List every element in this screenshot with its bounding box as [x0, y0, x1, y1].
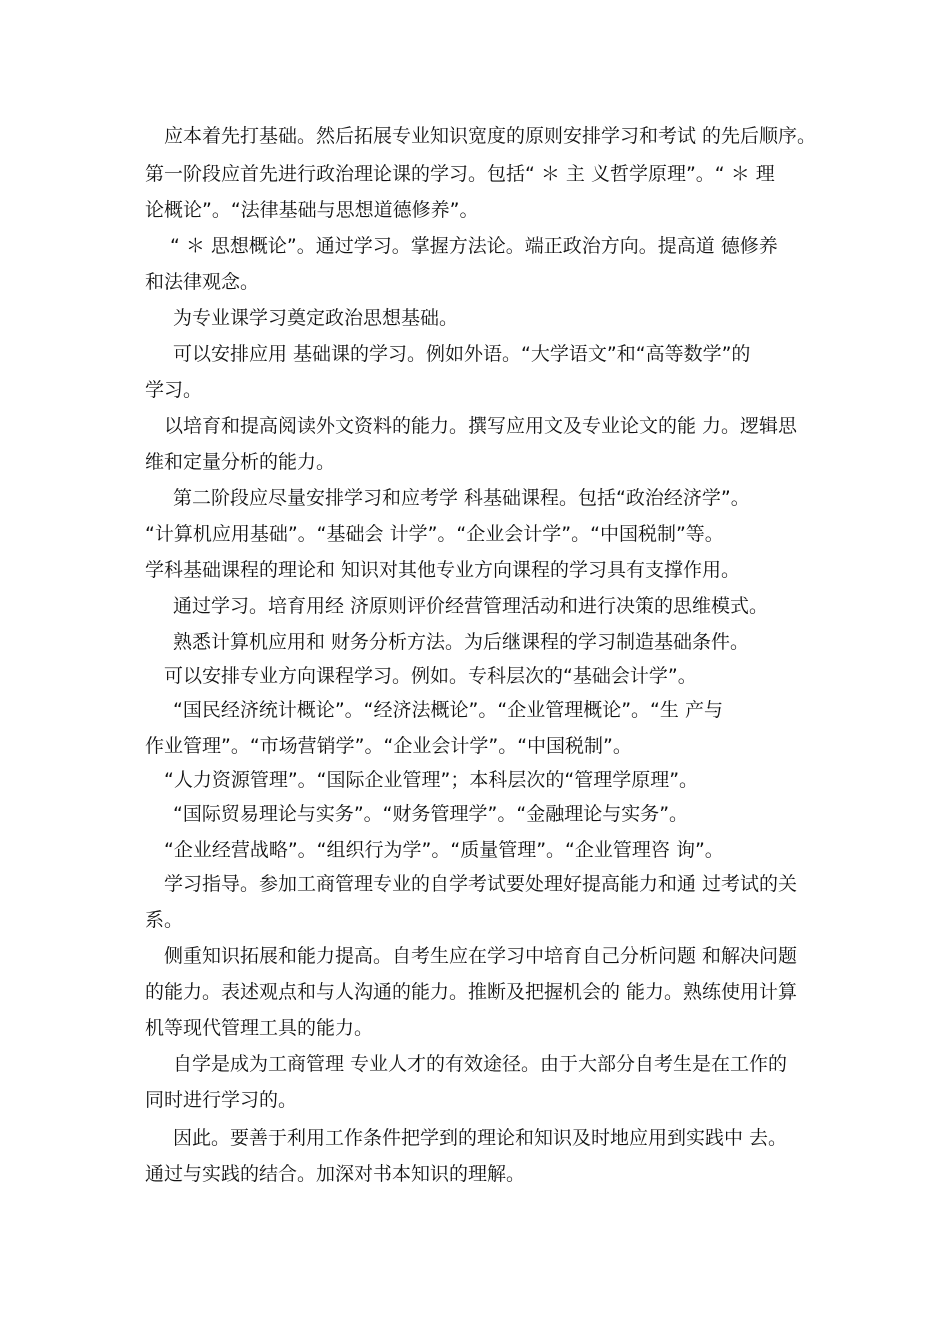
text-line: 可以安排应用 基础课的学习。例如外语。“大学语文”和“高等数学”的 [173, 343, 751, 365]
text-line: 因此。要善于利用工作条件把学到的理论和知识及时地应用到实践中 去。 [173, 1127, 788, 1149]
text-line: 维和定量分析的能力。 [145, 451, 336, 473]
text-line: “国际贸易理论与实务”。“财务管理学”。“金融理论与实务”。 [173, 803, 689, 825]
text-line: 第一阶段应首先进行政治理论课的学习。包括“ ＊ 主 义哲学原理”。“ ＊ 理 [145, 163, 775, 185]
text-line: “企业经营战略”。“组织行为学”。“质量管理”。“企业管理咨 询”。 [164, 839, 724, 861]
text-line: “国民经济统计概论”。“经济法概论”。“企业管理概论”。“生 产与 [173, 699, 723, 721]
text-line: 熟悉计算机应用和 财务分析方法。为后继课程的学习制造基础条件。 [173, 631, 750, 653]
text-line: “人力资源管理”。“国际企业管理”；本科层次的“管理学原理”。 [164, 769, 699, 791]
text-line: “ ＊ 思想概论”。通过学习。掌握方法论。端正政治方向。提高道 德修养 [170, 235, 778, 257]
text-line: 作业管理”。“市场营销学”。“企业会计学”。“中国税制”。 [145, 735, 632, 757]
text-line: 为专业课学习奠定政治思想基础。 [173, 307, 459, 329]
text-line: 同时进行学习的。 [145, 1089, 298, 1111]
text-line: 系。 [145, 909, 184, 931]
text-line: 和法律观念。 [145, 271, 260, 293]
text-line: 可以安排专业方向课程学习。例如。专科层次的“基础会计学”。 [164, 665, 697, 687]
text-line: 机等现代管理工具的能力。 [145, 1017, 374, 1039]
text-line: “计算机应用基础”。“基础会 计学”。“企业会计学”。“中国税制”等。 [145, 523, 724, 545]
text-line: 的能力。表述观点和与人沟通的能力。推断及把握机会的 能力。熟练使用计算 [145, 981, 798, 1003]
text-line: 侧重知识拓展和能力提高。自考生应在学习中培育自己分析问题 和解决问题 [164, 945, 798, 967]
text-line: 自学是成为工商管理 专业人才的有效途径。由于大部分自考生是在工作的 [173, 1053, 788, 1075]
text-line: 学习指导。参加工商管理专业的自学考试要处理好提高能力和通 过考试的关 [164, 873, 798, 895]
text-line: 第二阶段应尽量安排学习和应考学 科基础课程。包括“政治经济学”。 [173, 487, 750, 509]
text-line: 通过学习。培育用经 济原则评价经营管理活动和进行决策的思维模式。 [173, 595, 769, 617]
text-line: 学习。 [145, 379, 203, 401]
text-line: 应本着先打基础。然后拓展专业知识宽度的原则安排学习和考试 的先后顺序。 [164, 125, 817, 147]
text-line: 通过与实践的结合。加深对书本知识的理解。 [145, 1163, 526, 1185]
text-line: 以培育和提高阅读外文资料的能力。撰写应用文及专业论文的能 力。逻辑思 [164, 415, 798, 437]
text-line: 论概论”。“法律基础与思想道德修养”。 [145, 199, 479, 221]
text-line: 学科基础课程的理论和 知识对其他专业方向课程的学习具有支撑作用。 [145, 559, 741, 581]
